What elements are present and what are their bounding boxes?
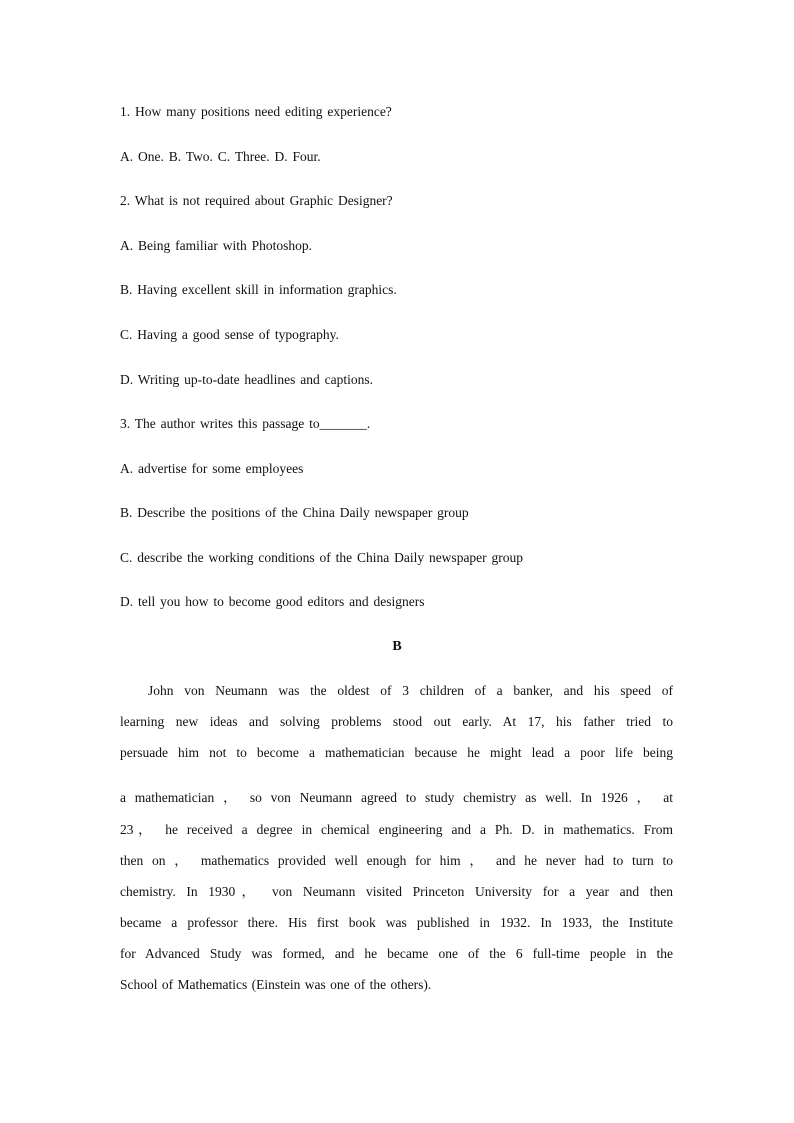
section-heading: B: [392, 639, 402, 654]
passage-line-2: learning new ideas and solving problems stood out early. At 17, his father tried to: [120, 714, 673, 729]
question-3-option-a: A. advertise for some employees: [120, 461, 304, 476]
question-2-option-c: C. Having a good sense of typography.: [120, 327, 339, 342]
passage-line-9: for Advanced Study was formed, and he became one of the 6 full-time people in the: [120, 946, 673, 961]
passage-line-1: John von Neumann was the oldest of 3 children of a banker, and his speed of: [148, 683, 673, 698]
passage-line-8: became a professor there. His first book was published in 1932. In 1933, the Institute: [120, 915, 673, 930]
question-2-option-a: A. Being familiar with Photoshop.: [120, 238, 312, 253]
question-3: 3. The author writes this passage to_______.: [120, 416, 371, 431]
passage-line-6: then on ， mathematics provided well enough for him ， and he never had to turn to: [120, 853, 673, 868]
passage-line-3: persuade him not to become a mathematician because he might lead a poor life being: [120, 745, 673, 760]
passage-line-10: School of Mathematics (Einstein was one of the others).: [120, 977, 432, 992]
passage-line-7: chemistry. In 1930， von Neumann visited Princeton University for a year and then: [120, 884, 673, 899]
question-2: 2. What is not required about Graphic Designer?: [120, 193, 393, 208]
question-2-option-b: B. Having excellent skill in information graphics.: [120, 282, 397, 297]
question-3-option-c: C. describe the working conditions of the China Daily newspaper group: [120, 550, 524, 565]
passage-line-5: 23， he received a degree in chemical engineering and a Ph. D. in mathematics. From: [120, 822, 673, 837]
question-3-option-b: B. Describe the positions of the China Daily newspaper group: [120, 505, 469, 520]
question-3-option-d: D. tell you how to become good editors and designers: [120, 594, 425, 609]
question-1: 1. How many positions need editing experience?: [120, 104, 392, 119]
passage-line-4: a mathematician ， so von Neumann agreed to study chemistry as well. In 1926 ， at: [120, 790, 673, 805]
question-2-option-d: D. Writing up-to-date headlines and captions.: [120, 372, 374, 387]
question-1-options: A. One. B. Two. C. Three. D. Four.: [120, 149, 321, 164]
